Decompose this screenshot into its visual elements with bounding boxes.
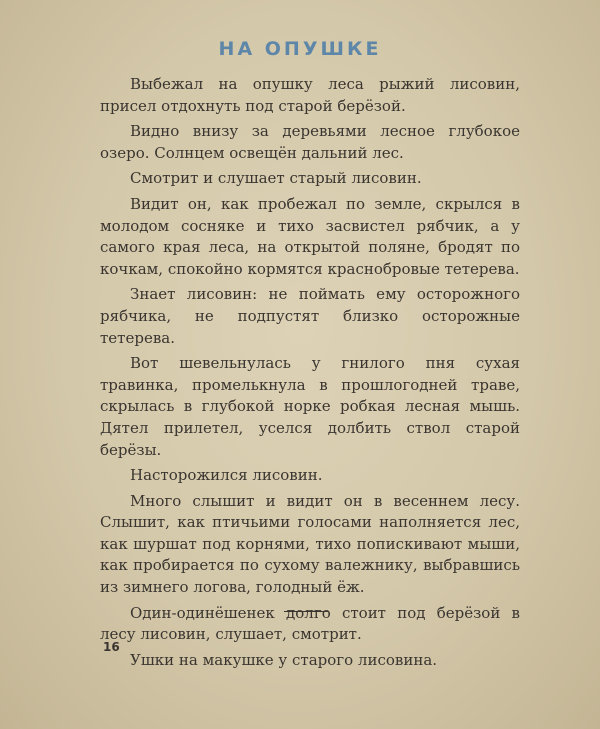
paragraph: Знает лисовин: не поймать ему осторожного рябчика, не подпустят близко осторожные тетерева. bbox=[100, 285, 520, 347]
paragraph: Видит он, как пробежал по земле, скрылся в молодом сосняке и тихо засвистел рябчик, а у самого края леса, на открытой поляне, бродят по кочкам, спокойно кормятся краснобровые тетерева. bbox=[100, 194, 520, 278]
paragraph: Один-одинёшенек долго стоит под берёзой в лесу лисовин, слушает, смотрит. bbox=[100, 603, 520, 644]
paragraph: Выбежал на опушку леса рыжий лисовин, присел отдохнуть под старой берёзой. bbox=[100, 75, 520, 115]
chapter-title: НА ОПУШКЕ bbox=[218, 38, 382, 60]
paragraph: Насторожился лисовин. bbox=[130, 466, 323, 485]
page-number: 16 bbox=[103, 640, 120, 654]
paragraph: Смотрит и слушает старый лисовин. bbox=[130, 169, 422, 188]
paragraph: Много слышит и видит он в весеннем лесу. Слышит, как птичьими голосами наполняется лес, как шуршат под корнями, тихо попискивают мыши, как пробирается по сухому валежнику, выбравшись из зимнего логова, голодный ёж. bbox=[100, 491, 520, 597]
paragraph: Видно внизу за деревьями лесное глубокое озеро. Солнцем освещён дальний лес. bbox=[100, 122, 520, 162]
end-divider bbox=[284, 611, 328, 612]
paragraph: Ушки на макушке у старого лисовина. bbox=[130, 650, 438, 669]
story-text bbox=[100, 74, 520, 675]
paragraph: Вот шевельнулась у гнилого пня сухая травинка, промелькнула в прошлогодней траве, скрылась в глубокой норке робкая лесная мышь. Дятел прилетел, уселся долбить ствол старой берёзы. bbox=[100, 354, 520, 459]
